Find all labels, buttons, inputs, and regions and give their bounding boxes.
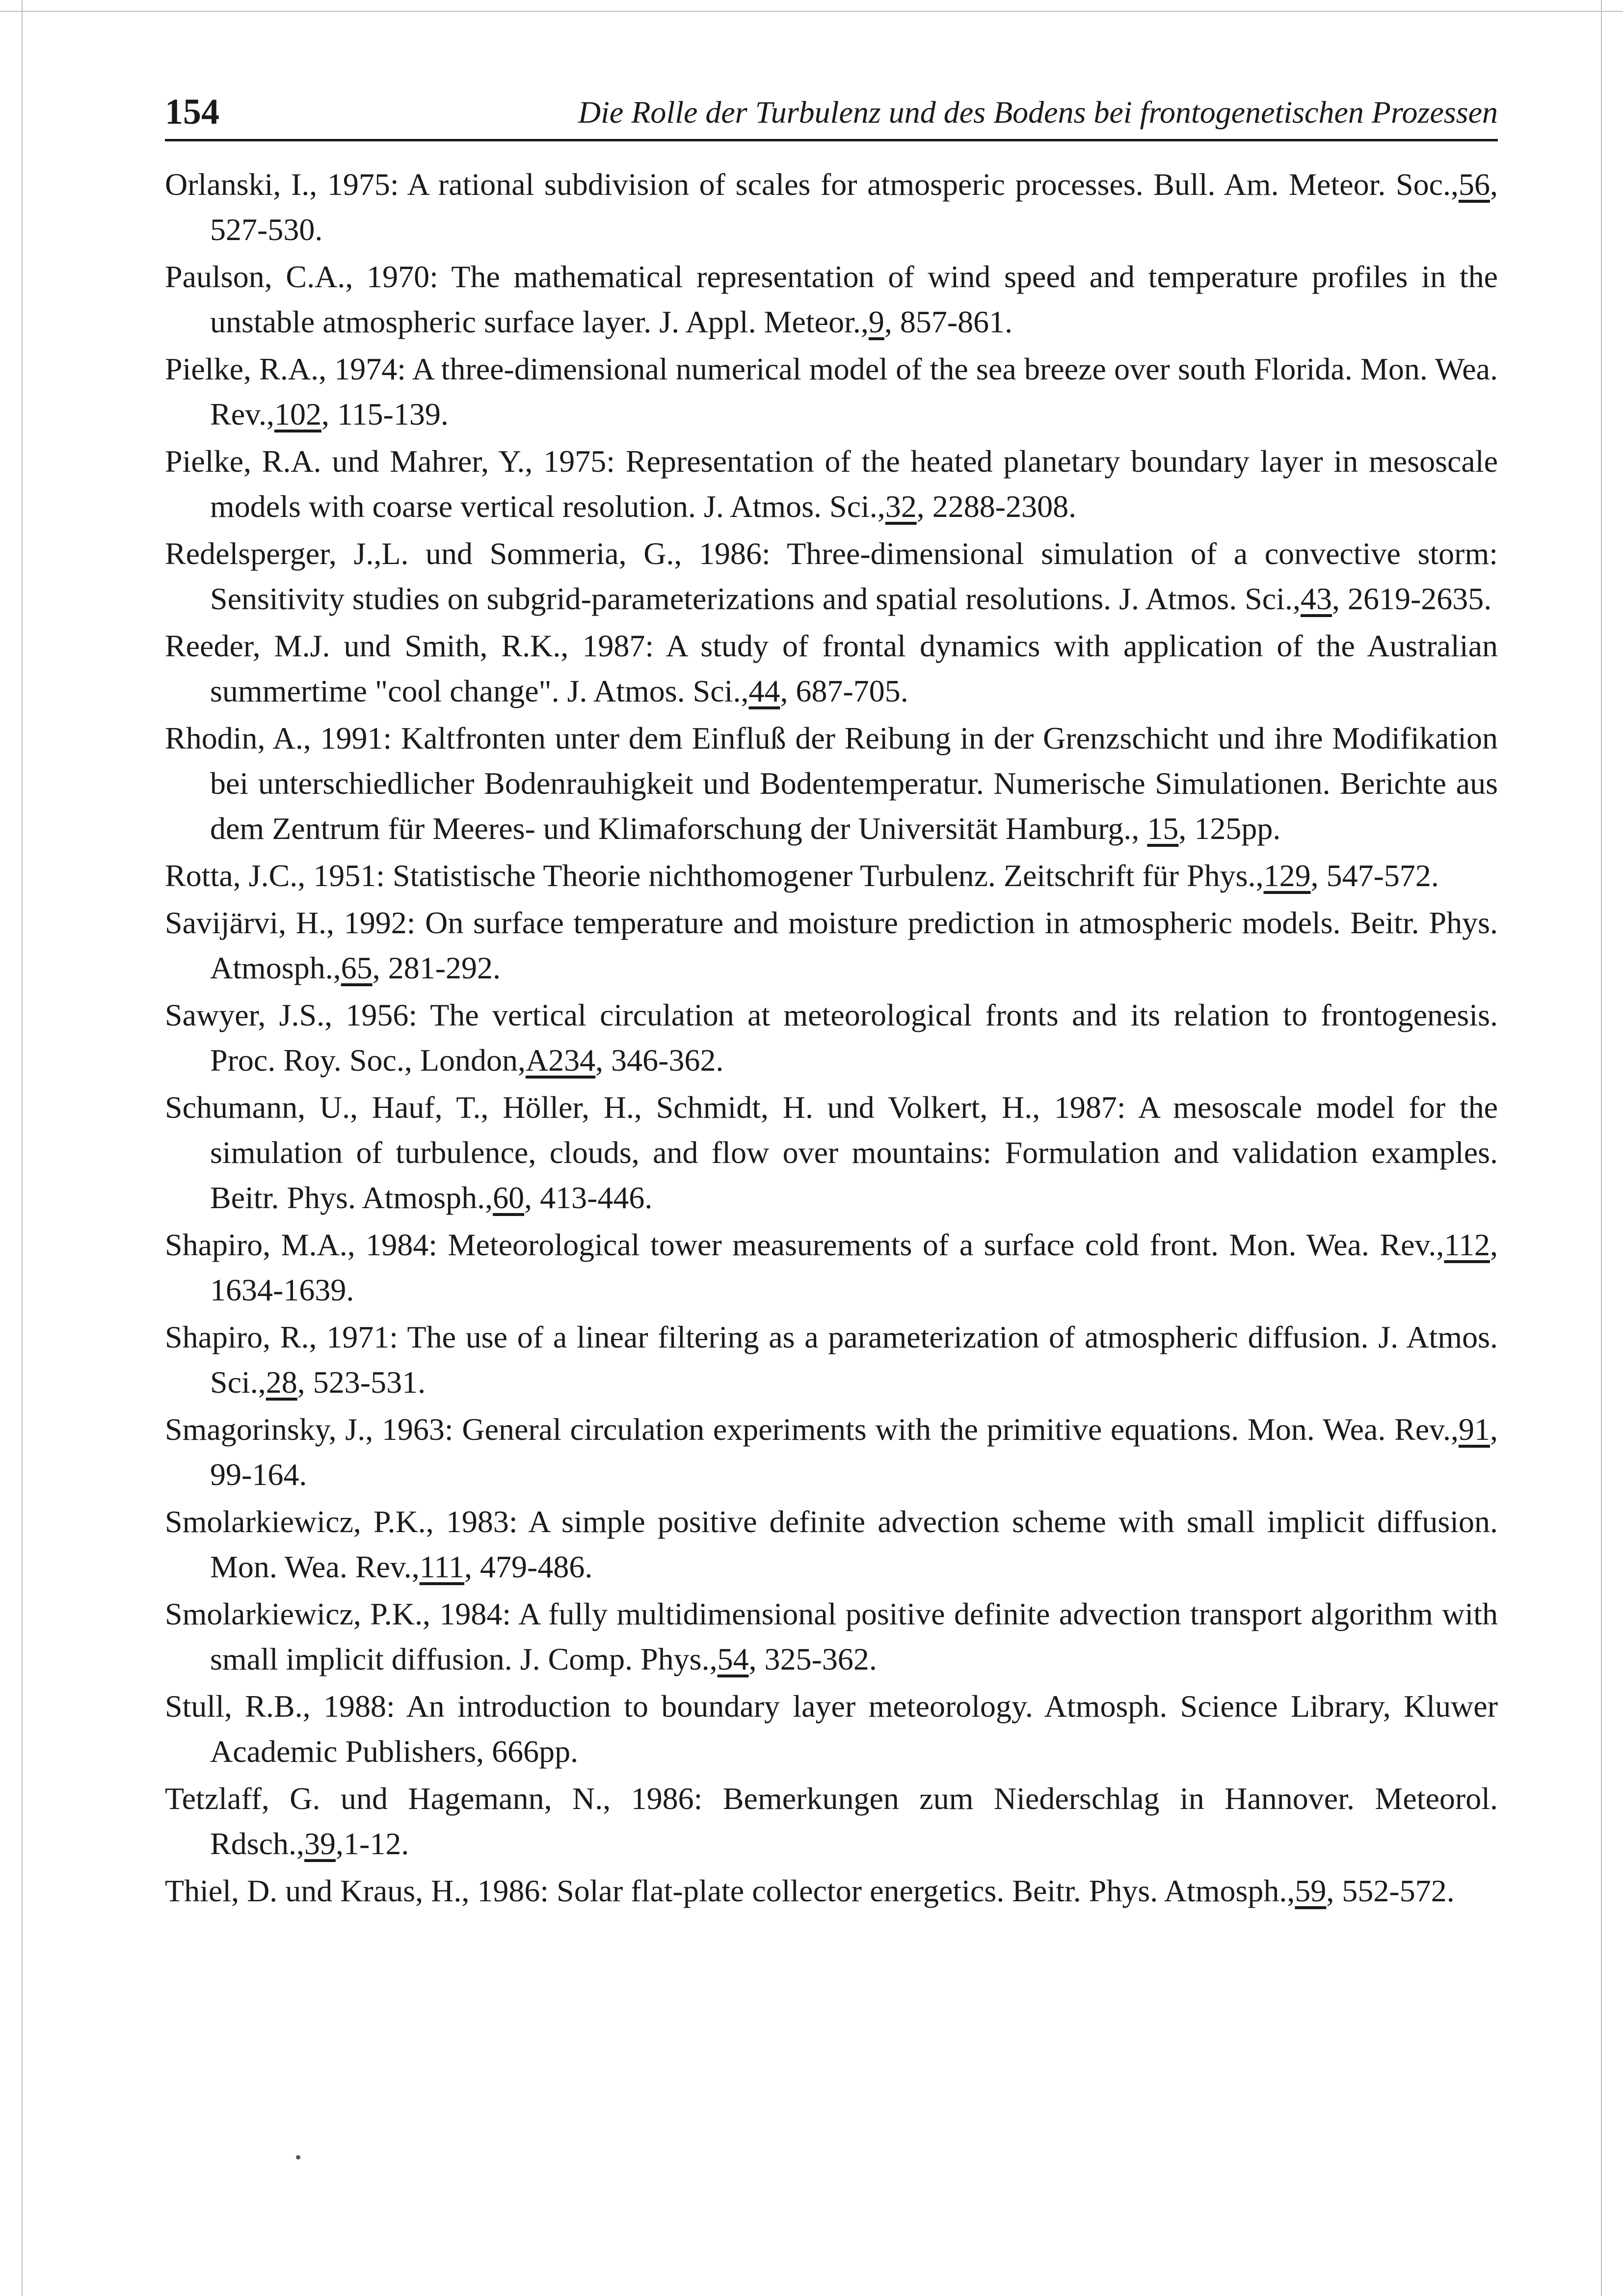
volume-number: 43 [1300, 581, 1332, 616]
reference-entry: Rhodin, A., 1991: Kaltfronten unter dem Einfluß der Reibung in der Grenzschicht und ihre Modifikation bei unterschiedlicher Bodenrauhigkeit und Bodentemperatur. Numerische Simulationen. Berichte aus dem Zentrum für Meeres- und Klimaforschung der Universität Hamburg., 15, 125pp. [165, 721, 1498, 846]
reference-entry: Paulson, C.A., 1970: The mathematical representation of wind speed and temperature profiles in the unstable atmospheric surface layer. J. Appl. Meteor.,9, 857-861. [165, 259, 1498, 339]
scan-edge-left [22, 0, 23, 2296]
reference-entry: Smagorinsky, J., 1963: General circulation experiments with the primitive equations. Mon. Wea. Rev.,91, 99-164. [165, 1412, 1498, 1492]
page-header [165, 87, 1498, 141]
reference-entry: Pielke, R.A., 1974: A three-dimensional numerical model of the sea breeze over south Florida. Mon. Wea. Rev.,102, 115-139. [165, 351, 1498, 432]
volume-number: 44 [748, 674, 780, 708]
volume-number: 15 [1147, 811, 1179, 846]
volume-number: 111 [419, 1549, 465, 1584]
volume-number: 60 [493, 1180, 525, 1215]
reference-entry: Smolarkiewicz, P.K., 1983: A simple positive definite advection scheme with small implicit diffusion. Mon. Wea. Rev.,111, 479-486. [165, 1504, 1498, 1584]
volume-number: A234 [525, 1043, 596, 1078]
reference-list [165, 162, 1498, 1916]
reference-entry: Redelsperger, J.,L. und Sommeria, G., 1986: Three-dimensional simulation of a convective storm: Sensitivity studies on subgrid-parameterizations and spatial resolutions. J. Atmos. Sci.,43, 2619-2635. [165, 536, 1498, 616]
volume-number: 91 [1459, 1412, 1490, 1447]
reference-entry: Savijärvi, H., 1992: On surface temperature and moisture prediction in atmospheric models. Beitr. Phys. Atmosph.,65, 281-292. [165, 905, 1498, 985]
volume-number: 59 [1295, 1873, 1327, 1908]
volume-number: 54 [717, 1642, 749, 1676]
reference-entry: Shapiro, M.A., 1984: Meteorological tower measurements of a surface cold front. Mon. Wea. Rev.,112, 1634-1639. [165, 1227, 1498, 1307]
page-number: 154 [165, 92, 219, 132]
volume-number: 32 [885, 489, 917, 524]
volume-number: 9 [868, 304, 884, 339]
reference-entry: Shapiro, R., 1971: The use of a linear filtering as a parameterization of atmospheric diffusion. J. Atmos. Sci.,28, 523-531. [165, 1320, 1498, 1400]
reference-entry: Rotta, J.C., 1951: Statistische Theorie nichthomogener Turbulenz. Zeitschrift für Phys.,129, 547-572. [165, 858, 1439, 893]
reference-entry: Pielke, R.A. und Mahrer, Y., 1975: Representation of the heated planetary boundary layer in mesoscale models with coarse vertical resolution. J. Atmos. Sci.,32, 2288-2308. [165, 444, 1498, 524]
reference-entry: Thiel, D. und Kraus, H., 1986: Solar flat-plate collector energetics. Beitr. Phys. Atmosph.,59, 552-572. [165, 1873, 1455, 1908]
reference-entry: Sawyer, J.S., 1956: The vertical circulation at meteorological fronts and its relation to frontogenesis. Proc. Roy. Soc., London,A234, 346-362. [165, 998, 1498, 1078]
scan-edge-top [0, 11, 1623, 12]
running-title: Die Rolle der Turbulenz und des Bodens bei frontogenetischen Prozessen [578, 95, 1498, 130]
reference-entry: Reeder, M.J. und Smith, R.K., 1987: A study of frontal dynamics with application of the Australian summertime "cool change". J. Atmos. Sci.,44, 687-705. [165, 628, 1498, 708]
volume-number: 129 [1263, 858, 1311, 893]
reference-entry: Smolarkiewicz, P.K., 1984: A fully multidimensional positive definite advection transport algorithm with small implicit diffusion. J. Comp. Phys.,54, 325-362. [165, 1596, 1498, 1676]
reference-entry: Stull, R.B., 1988: An introduction to boundary layer meteorology. Atmosph. Science Library, Kluwer Academic Publishers, 666pp. [165, 1689, 1498, 1769]
volume-number: 56 [1459, 167, 1490, 202]
reference-entry: Schumann, U., Hauf, T., Höller, H., Schmidt, H. und Volkert, H., 1987: A mesoscale model for the simulation of turbulence, clouds, and flow over mountains: Formulation and validation examples. Beitr. Phys. Atmosph.,60, 413-446. [165, 1090, 1498, 1215]
scan-edge-right [1601, 0, 1602, 2296]
reference-entry: Tetzlaff, G. und Hagemann, N., 1986: Bemerkungen zum Niederschlag in Hannover. Meteorol. Rdsch.,39,1-12. [165, 1781, 1498, 1861]
volume-number: 65 [341, 950, 372, 985]
volume-number: 112 [1444, 1227, 1490, 1262]
volume-number: 39 [304, 1826, 336, 1861]
scan-speck [296, 2155, 300, 2160]
volume-number: 102 [274, 397, 321, 432]
reference-entry: Orlanski, I., 1975: A rational subdivision of scales for atmosperic processes. Bull. Am. Meteor. Soc.,56, 527-530. [165, 167, 1498, 247]
volume-number: 28 [266, 1365, 297, 1400]
